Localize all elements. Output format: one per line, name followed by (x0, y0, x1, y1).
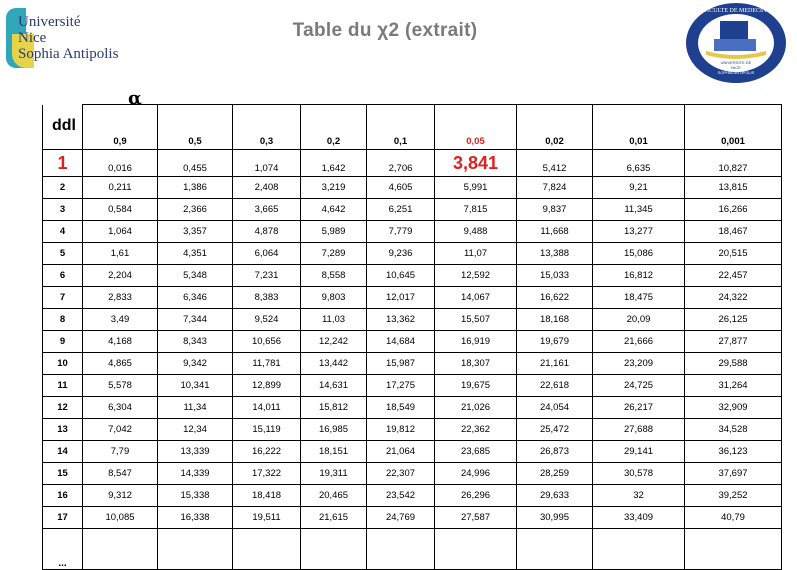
ddl-cell: 5 (43, 243, 83, 265)
value-cell: 12,899 (233, 375, 301, 397)
value-cell: 24,996 (435, 463, 517, 485)
table-row (43, 375, 782, 397)
value-cell: 7,344 (158, 309, 233, 331)
value-cell: 15,086 (593, 243, 685, 265)
value-cell: 11,07 (435, 243, 517, 265)
value-cell: 22,618 (517, 375, 593, 397)
value-cell: 2,833 (83, 287, 158, 309)
value-cell: 32,909 (685, 397, 782, 419)
value-cell: 16,812 (593, 265, 685, 287)
ddl-cell: 13 (43, 419, 83, 441)
value-cell: 19,511 (233, 507, 301, 529)
value-cell: 4,351 (158, 243, 233, 265)
value-cell: 7,289 (301, 243, 367, 265)
value-cell: 18,549 (367, 397, 435, 419)
value-cell: 20,515 (685, 243, 782, 265)
page-title: Table du χ2 (extrait) (292, 20, 478, 41)
alpha-header-cell: 0,3 (233, 105, 301, 150)
value-cell: 21,064 (367, 441, 435, 463)
alpha-symbol: α (128, 88, 142, 109)
value-cell: 21,615 (301, 507, 367, 529)
value-cell: 6,346 (158, 287, 233, 309)
value-cell: 34,528 (685, 419, 782, 441)
value-cell: 9,488 (435, 221, 517, 243)
value-cell: 16,919 (435, 331, 517, 353)
logo-line-3: Sophia Antipolis (18, 46, 119, 62)
table-row (43, 265, 782, 287)
value-cell: 5,989 (301, 221, 367, 243)
alpha-header-cell: 0,1 (367, 105, 435, 150)
ddl-cell: 12 (43, 397, 83, 419)
seal-text-bottom-1: UNIVERSITE DE (720, 60, 752, 65)
table-row (43, 353, 782, 375)
table-row (43, 397, 782, 419)
logo-line-1: Université (18, 14, 81, 30)
alpha-header-cell: 0,001 (685, 105, 782, 150)
value-cell: 15,033 (517, 265, 593, 287)
seal-text-bottom-2: NICE (731, 65, 741, 70)
value-cell: 11,668 (517, 221, 593, 243)
value-cell: 5,348 (158, 265, 233, 287)
table-row (43, 177, 782, 199)
value-cell: 1,064 (83, 221, 158, 243)
value-cell: 23,209 (593, 353, 685, 375)
value-cell: 24,054 (517, 397, 593, 419)
value-cell: 14,339 (158, 463, 233, 485)
value-cell: 4,878 (233, 221, 301, 243)
value-cell: 0,584 (83, 199, 158, 221)
ddl-cell: 3 (43, 199, 83, 221)
value-cell: 15,812 (301, 397, 367, 419)
value-cell: 0,455 (158, 150, 233, 177)
chi2-table (42, 104, 782, 570)
value-cell: 10,827 (685, 150, 782, 177)
value-cell: 9,803 (301, 287, 367, 309)
ddl-cell: 11 (43, 375, 83, 397)
empty-cell (301, 529, 367, 570)
continuation-row (43, 529, 782, 570)
table-row (43, 419, 782, 441)
empty-cell (367, 529, 435, 570)
table-row (43, 441, 782, 463)
value-cell: 18,151 (301, 441, 367, 463)
value-cell: 24,725 (593, 375, 685, 397)
value-cell: 3,357 (158, 221, 233, 243)
alpha-header-cell: 0,9 (83, 105, 158, 150)
value-cell: 21,666 (593, 331, 685, 353)
value-cell: 12,242 (301, 331, 367, 353)
value-cell: 23,542 (367, 485, 435, 507)
value-cell: 13,815 (685, 177, 782, 199)
empty-cell (435, 529, 517, 570)
value-cell: 16,338 (158, 507, 233, 529)
value-cell: 2,706 (367, 150, 435, 177)
value-cell: 12,017 (367, 287, 435, 309)
ddl-cell: 7 (43, 287, 83, 309)
value-cell: 9,524 (233, 309, 301, 331)
value-cell: 24,322 (685, 287, 782, 309)
value-cell: 13,388 (517, 243, 593, 265)
value-cell: 26,873 (517, 441, 593, 463)
chi2-table-container (42, 104, 782, 570)
value-cell: 7,79 (83, 441, 158, 463)
value-cell: 15,119 (233, 419, 301, 441)
value-cell: 14,631 (301, 375, 367, 397)
empty-cell (158, 529, 233, 570)
value-cell: 7,042 (83, 419, 158, 441)
table-row (43, 221, 782, 243)
value-cell: 9,837 (517, 199, 593, 221)
logo-line-2: Nice (18, 30, 47, 46)
value-cell: 29,141 (593, 441, 685, 463)
value-cell: 13,339 (158, 441, 233, 463)
ddl-cell: 2 (43, 177, 83, 199)
value-cell: 21,161 (517, 353, 593, 375)
ddl-cell: 1 (43, 150, 83, 177)
value-cell: 27,688 (593, 419, 685, 441)
value-cell: 8,343 (158, 331, 233, 353)
value-cell: 14,067 (435, 287, 517, 309)
table-row (43, 243, 782, 265)
empty-cell (233, 529, 301, 570)
value-cell: 33,409 (593, 507, 685, 529)
value-cell: 0,016 (83, 150, 158, 177)
value-cell: 11,34 (158, 397, 233, 419)
value-cell: 6,635 (593, 150, 685, 177)
value-cell: 4,605 (367, 177, 435, 199)
value-cell: 40,79 (685, 507, 782, 529)
value-cell: 26,296 (435, 485, 517, 507)
value-cell: 36,123 (685, 441, 782, 463)
alpha-header-cell: 0,01 (593, 105, 685, 150)
value-cell: 3,665 (233, 199, 301, 221)
value-cell: 32 (593, 485, 685, 507)
value-cell: 29,633 (517, 485, 593, 507)
value-cell: 15,987 (367, 353, 435, 375)
value-cell: 7,824 (517, 177, 593, 199)
value-cell: 6,064 (233, 243, 301, 265)
value-cell: 19,679 (517, 331, 593, 353)
value-cell: 30,995 (517, 507, 593, 529)
value-cell: 6,304 (83, 397, 158, 419)
value-cell: 9,342 (158, 353, 233, 375)
value-cell: 18,418 (233, 485, 301, 507)
ddl-cell: 14 (43, 441, 83, 463)
empty-cell (83, 529, 158, 570)
university-logo (2, 4, 132, 76)
alpha-header-row (43, 105, 782, 150)
value-cell: 21,026 (435, 397, 517, 419)
value-cell: 25,472 (517, 419, 593, 441)
value-cell: 5,991 (435, 177, 517, 199)
value-cell: 10,085 (83, 507, 158, 529)
value-cell: 19,812 (367, 419, 435, 441)
value-cell: 22,457 (685, 265, 782, 287)
value-cell: 29,588 (685, 353, 782, 375)
value-cell: 19,675 (435, 375, 517, 397)
value-cell: 2,204 (83, 265, 158, 287)
value-cell: 1,074 (233, 150, 301, 177)
value-cell: 30,578 (593, 463, 685, 485)
table-row (43, 507, 782, 529)
table-row (43, 287, 782, 309)
ddl-cell: 4 (43, 221, 83, 243)
table-row (43, 331, 782, 353)
ddl-cell: 6 (43, 265, 83, 287)
value-cell: 8,383 (233, 287, 301, 309)
value-cell: 27,877 (685, 331, 782, 353)
value-cell: 31,264 (685, 375, 782, 397)
value-cell: 17,322 (233, 463, 301, 485)
value-cell: 27,587 (435, 507, 517, 529)
value-cell: 1,61 (83, 243, 158, 265)
value-cell: 39,252 (685, 485, 782, 507)
value-cell: 3,841 (435, 150, 517, 177)
value-cell: 20,465 (301, 485, 367, 507)
value-cell: 3,219 (301, 177, 367, 199)
value-cell: 16,222 (233, 441, 301, 463)
alpha-header-cell: 0,5 (158, 105, 233, 150)
value-cell: 3,49 (83, 309, 158, 331)
value-cell: 13,277 (593, 221, 685, 243)
faculty-seal-icon (684, 1, 789, 85)
value-cell: 16,985 (301, 419, 367, 441)
ddl-cell: 9 (43, 331, 83, 353)
alpha-header-cell: 0,02 (517, 105, 593, 150)
value-cell: 10,656 (233, 331, 301, 353)
empty-cell (593, 529, 685, 570)
ddl-cell: 10 (43, 353, 83, 375)
value-cell: 4,865 (83, 353, 158, 375)
value-cell: 13,362 (367, 309, 435, 331)
value-cell: 14,011 (233, 397, 301, 419)
value-cell: 17,275 (367, 375, 435, 397)
value-cell: 18,168 (517, 309, 593, 331)
ddl-cell: 15 (43, 463, 83, 485)
value-cell: 24,769 (367, 507, 435, 529)
empty-cell (517, 529, 593, 570)
seal-text-bottom-3: SOPHIA ANTIPOLIS (717, 70, 755, 75)
value-cell: 19,311 (301, 463, 367, 485)
value-cell: 16,266 (685, 199, 782, 221)
value-cell: 37,697 (685, 463, 782, 485)
table-row (43, 485, 782, 507)
value-cell: 2,366 (158, 199, 233, 221)
table-row (43, 150, 782, 177)
ddl-header-cell (43, 105, 83, 150)
value-cell: 22,307 (367, 463, 435, 485)
value-cell: 20,09 (593, 309, 685, 331)
table-row (43, 199, 782, 221)
value-cell: 4,642 (301, 199, 367, 221)
ddl-label: ddl (52, 117, 76, 134)
value-cell: 7,815 (435, 199, 517, 221)
value-cell: 9,312 (83, 485, 158, 507)
value-cell: 5,578 (83, 375, 158, 397)
value-cell: 9,21 (593, 177, 685, 199)
empty-cell (685, 529, 782, 570)
value-cell: 16,622 (517, 287, 593, 309)
value-cell: 8,547 (83, 463, 158, 485)
table-row (43, 309, 782, 331)
seal-text-top: FACULTE DE MEDECINE (702, 8, 770, 14)
value-cell: 4,168 (83, 331, 158, 353)
value-cell: 10,645 (367, 265, 435, 287)
value-cell: 26,125 (685, 309, 782, 331)
value-cell: 14,684 (367, 331, 435, 353)
logo-text (18, 14, 118, 62)
value-cell: 9,236 (367, 243, 435, 265)
alpha-header-cell: 0,05 (435, 105, 517, 150)
value-cell: 11,345 (593, 199, 685, 221)
value-cell: 22,362 (435, 419, 517, 441)
value-cell: 5,412 (517, 150, 593, 177)
value-cell: 15,507 (435, 309, 517, 331)
value-cell: 12,34 (158, 419, 233, 441)
ddl-cell: 8 (43, 309, 83, 331)
alpha-header-cell: 0,2 (301, 105, 367, 150)
value-cell: 10,341 (158, 375, 233, 397)
value-cell: 23,685 (435, 441, 517, 463)
ddl-cell: 17 (43, 507, 83, 529)
value-cell: 18,467 (685, 221, 782, 243)
value-cell: 7,231 (233, 265, 301, 287)
value-cell: 1,642 (301, 150, 367, 177)
table-row (43, 463, 782, 485)
value-cell: 18,307 (435, 353, 517, 375)
value-cell: 8,558 (301, 265, 367, 287)
value-cell: 7,779 (367, 221, 435, 243)
value-cell: 18,475 (593, 287, 685, 309)
value-cell: 12,592 (435, 265, 517, 287)
continuation-cell: ... (43, 529, 83, 570)
value-cell: 6,251 (367, 199, 435, 221)
value-cell: 11,03 (301, 309, 367, 331)
value-cell: 2,408 (233, 177, 301, 199)
value-cell: 28,259 (517, 463, 593, 485)
value-cell: 1,386 (158, 177, 233, 199)
value-cell: 11,781 (233, 353, 301, 375)
value-cell: 15,338 (158, 485, 233, 507)
value-cell: 26,217 (593, 397, 685, 419)
value-cell: 0,211 (83, 177, 158, 199)
ddl-cell: 16 (43, 485, 83, 507)
value-cell: 13,442 (301, 353, 367, 375)
